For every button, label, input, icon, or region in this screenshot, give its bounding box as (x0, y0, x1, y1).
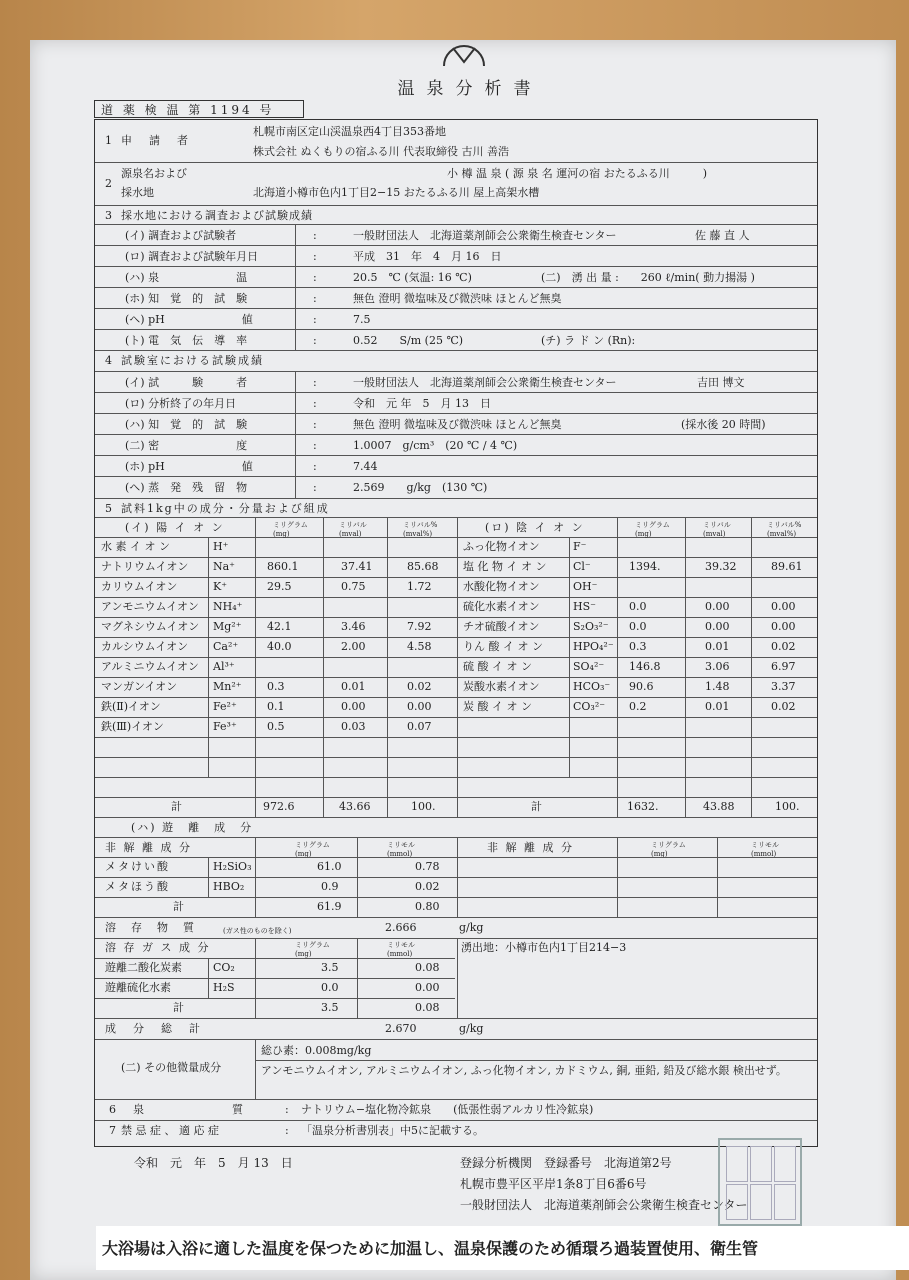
sec7-num: 7 (109, 1124, 116, 1137)
anion-pct: 0.00 (771, 620, 796, 633)
sec4-row3-extra: (採水後 20 時間) (681, 418, 766, 431)
gas-mg: 3.5 (321, 961, 339, 974)
anion-name: 炭酸水素イオン (463, 680, 540, 693)
sec6-label: 泉 質 (133, 1103, 243, 1116)
agency-name: 一般財団法人 北海道薬剤師会公衆衛生検査センター (460, 1198, 748, 1212)
nondiss-right-title: 非 解 離 成 分 (487, 841, 574, 854)
nondiss-unit-mg-sub: (mg) (295, 850, 312, 858)
trace-label: (二) その他微量成分 (121, 1061, 222, 1074)
gas-unit-mmol: ミリモル (387, 941, 415, 949)
sec1-label: 申 請 者 (121, 134, 191, 147)
cation-mg: 0.5 (267, 720, 285, 733)
cation-formula: Fe³⁺ (213, 720, 237, 733)
nondiss-right-unit-mmol-sub: (mmol) (751, 850, 777, 858)
sec4-row6-label: (ヘ) 蒸 発 残 留 物 (125, 481, 248, 494)
sec3-row2-sep: : (313, 250, 320, 263)
anion-total-pct: 100. (775, 800, 800, 813)
anion-name: 水酸化物イオン (463, 580, 540, 593)
registration-number: 道 薬 検 温 第 1194 号 (94, 100, 304, 118)
spring-out-location: 湧出地：小樽市色内1丁目214−3 (461, 941, 627, 954)
anion-unit-mval: ミリバル (703, 521, 731, 529)
nondiss-mg: 0.9 (321, 880, 339, 893)
nondiss-name: メタけい酸 (105, 860, 170, 873)
anion-mg: 0.3 (629, 640, 647, 653)
nondiss-total-mg: 61.9 (317, 900, 342, 913)
cation-pct: 4.58 (407, 640, 432, 653)
anion-total-mval: 43.88 (703, 800, 735, 813)
nondiss-unit-mg: ミリグラム (295, 841, 330, 849)
anion-mval: 0.01 (705, 700, 730, 713)
anion-name: 硫 酸 イ オ ン (463, 660, 532, 673)
gas-mmol: 0.08 (415, 961, 440, 974)
anion-formula: HPO₄²⁻ (573, 640, 614, 653)
nondiss-mmol: 0.02 (415, 880, 440, 893)
cation-mg: 40.0 (267, 640, 292, 653)
anion-name: りん 酸 イ オ ン (463, 640, 543, 653)
sec4-row1-sep: : (313, 376, 320, 389)
cation-total-mg: 972.6 (263, 800, 295, 813)
anion-formula: HS⁻ (573, 600, 596, 613)
sec4-title: 試験室における試験成績 (121, 354, 264, 367)
cation-formula: Al³⁺ (213, 660, 235, 673)
free-title: (ハ) 遊 離 成 分 (131, 821, 254, 834)
sec4-row4-value: 1.0007 g/cm³ (20 ℃ / 4 ℃) (353, 439, 518, 452)
sec3-row1-label: (イ) 調査および試験者 (125, 229, 237, 242)
nondiss-total-mmol: 0.80 (415, 900, 440, 913)
anion-mval: 3.06 (705, 660, 730, 673)
cation-formula: Na⁺ (213, 560, 235, 573)
anion-name: ふっ化物イオン (463, 540, 540, 553)
dissolved-note: (ガス性のものを除く) (223, 927, 292, 935)
notice-banner: 大浴場は入浴に適した温度を保つために加温し、温泉保護のため循環ろ過装置使用、衛生管 (96, 1226, 909, 1270)
nondiss-unit-mmol: ミリモル (387, 841, 415, 849)
cation-mg: 0.1 (267, 700, 285, 713)
anion-formula: HCO₃⁻ (573, 680, 611, 693)
cation-mval: 0.01 (341, 680, 366, 693)
agency-address: 札幌市豊平区平岸1条8丁目6番6号 (460, 1177, 647, 1191)
sec3-title: 採水地における調査および試験成績 (121, 209, 313, 222)
sec4-row2-value: 令和 元 年 5 月 13 日 (353, 397, 491, 410)
cation-name: 鉄(Ⅲ)イオン (101, 720, 164, 733)
gas-mg: 0.0 (321, 981, 339, 994)
cation-formula: Mn²⁺ (213, 680, 242, 693)
sec4-row5-sep: : (313, 460, 320, 473)
sec3-row6-label: (ト) 電 気 伝 導 率 (125, 334, 248, 347)
nondiss-right-unit-mmol: ミリモル (751, 841, 779, 849)
dissolved-value: 2.666 (385, 921, 417, 934)
sec3-row2-value: 平成 31 年 4 月 16 日 (353, 250, 502, 263)
emblem-icon (441, 40, 487, 66)
cation-pct: 7.92 (407, 620, 432, 633)
anion-total-label: 計 (531, 800, 542, 813)
anion-name: 硫化水素イオン (463, 600, 540, 613)
nondiss-formula: HBO₂ (213, 880, 245, 893)
source-name: 小 樽 温 泉 ( 源 泉 名 運河の宿 おたるふる川 ) (447, 167, 708, 180)
sec6-num: 6 (109, 1103, 116, 1116)
sec4-row5-label: (ホ) pH 値 (125, 460, 253, 473)
sec3-row6-extra: (チ) ラ ド ン (Rn): (541, 334, 636, 347)
nondiss-name: メタほう酸 (105, 880, 170, 893)
cation-name: カルシウムイオン (101, 640, 189, 653)
sec4-row1-extra: 吉田 博文 (697, 376, 745, 389)
nondiss-title: 非 解 離 成 分 (105, 841, 192, 854)
cation-unit-mval-sub: (mval) (339, 530, 362, 538)
anion-unit-mg-sub: (mg) (635, 530, 652, 538)
agency-registration: 登録分析機関 登録番号 北海道第2号 (460, 1156, 672, 1170)
cation-pct: 1.72 (407, 580, 432, 593)
anion-mg: 1394. (629, 560, 661, 573)
cation-unit-mg: ミリグラム (273, 521, 308, 529)
nondiss-mg: 61.0 (317, 860, 342, 873)
sec4-row5-value: 7.44 (353, 460, 378, 473)
anion-mg: 0.0 (629, 600, 647, 613)
sec5-title: 試料1kg中の成分・分量および組成 (121, 502, 330, 515)
cation-name: マンガンイオン (101, 680, 178, 693)
cation-name: 水 素 イ オ ン (101, 540, 170, 553)
anion-mval: 0.01 (705, 640, 730, 653)
applicant-company: 株式会社 ぬくもりの宿ふる川 代表取締役 古川 善浩 (253, 145, 509, 158)
sec7-label: 禁 忌 症 、 適 応 症 (121, 1124, 219, 1137)
spring-quality: ナトリウム−塩化物冷鉱泉 (低張性弱アルカリ性冷鉱泉) (301, 1103, 594, 1116)
anion-name: 塩 化 物 イ オ ン (463, 560, 547, 573)
sec2-label1: 源泉名および (121, 167, 187, 180)
sec3-row1-sep: : (313, 229, 320, 242)
cation-pct: 85.68 (407, 560, 439, 573)
sec3-row1-value: 一般財団法人 北海道薬剤師会公衆衛生検査センター (353, 229, 617, 242)
cation-name: アンモニウムイオン (101, 600, 199, 613)
anion-formula: CO₃²⁻ (573, 700, 606, 713)
gas-unit-mg-sub: (mg) (295, 950, 312, 958)
cation-formula: Mg²⁺ (213, 620, 242, 633)
sec4-row6-sep: : (313, 481, 320, 494)
trace-not-detected: アンモニウムイオン, アルミニウムイオン, ふっ化物イオン, カドミウム, 銅, 亜鉛, 鉛及び総水銀 検出せず。 (261, 1064, 787, 1077)
total-unit: g/kg (459, 1022, 484, 1035)
anion-pct: 0.00 (771, 600, 796, 613)
anion-pct: 89.61 (771, 560, 803, 573)
dissolved-label: 溶 存 物 質 (105, 921, 196, 934)
sec4-row2-sep: : (313, 397, 320, 410)
cation-mg: 860.1 (267, 560, 299, 573)
sec3-row3-extra: (二) 湧 出 量 : 260 ℓ/min( 動力揚湯 ) (541, 271, 755, 284)
anion-formula: F⁻ (573, 540, 587, 553)
cation-name: ナトリウムイオン (101, 560, 189, 573)
anion-unit-mg: ミリグラム (635, 521, 670, 529)
gas-total-mmol: 0.08 (415, 1001, 440, 1014)
cation-mg: 42.1 (267, 620, 292, 633)
sec5-num: 5 (105, 502, 112, 515)
anion-unit-pct: ミリバル% (767, 521, 802, 529)
sec4-row2-label: (ロ) 分析終了の年月日 (125, 397, 237, 410)
sec3-row4-value: 無色 澄明 微塩味及び微渋味 ほとんど無臭 (353, 292, 562, 305)
sec3-row6-sep: : (313, 334, 320, 347)
issue-date: 令和 元 年 5 月 13 日 (134, 1156, 293, 1170)
gas-formula: H₂S (213, 981, 235, 994)
cation-mval: 0.75 (341, 580, 366, 593)
sec2-num: 2 (105, 177, 112, 190)
cation-pct: 0.07 (407, 720, 432, 733)
anion-pct: 6.97 (771, 660, 796, 673)
anion-mg: 0.0 (629, 620, 647, 633)
gas-total-label: 計 (173, 1001, 184, 1014)
anion-mval: 1.48 (705, 680, 730, 693)
anion-formula: Cl⁻ (573, 560, 591, 573)
gas-mmol: 0.00 (415, 981, 440, 994)
indications: 「温泉分析書別表」中5に記載する。 (301, 1124, 484, 1137)
sec3-num: 3 (105, 209, 112, 222)
sec3-row5-sep: : (313, 313, 320, 326)
dissolved-unit: g/kg (459, 921, 484, 934)
cation-total-mval: 43.66 (339, 800, 371, 813)
cation-mval: 3.46 (341, 620, 366, 633)
anion-name: 炭 酸 イ オ ン (463, 700, 532, 713)
sec3-row4-sep: : (313, 292, 320, 305)
cation-formula: Fe²⁺ (213, 700, 237, 713)
anion-formula: OH⁻ (573, 580, 598, 593)
anion-pct: 0.02 (771, 700, 796, 713)
anion-mval: 39.32 (705, 560, 737, 573)
sec3-row6-value: 0.52 S/m (25 ℃) (353, 334, 464, 347)
cation-formula: NH₄⁺ (213, 600, 243, 613)
cation-pct: 0.00 (407, 700, 432, 713)
sec2-label2: 採水地 (121, 186, 154, 199)
anion-formula: SO₄²⁻ (573, 660, 605, 673)
cation-total-label: 計 (171, 800, 182, 813)
cation-name: アルミニウムイオン (101, 660, 199, 673)
sec3-row2-label: (ロ) 調査および試験年月日 (125, 250, 259, 263)
sec3-row5-value: 7.5 (353, 313, 371, 326)
sec3-row3-label: (ハ) 泉 温 (125, 271, 248, 284)
anion-mval: 0.00 (705, 620, 730, 633)
gas-title: 溶 存 ガ ス 成 分 (105, 941, 211, 954)
cation-unit-mval: ミリバル (339, 521, 367, 529)
cation-unit-mg-sub: (mg) (273, 530, 290, 538)
anion-mval: 0.00 (705, 600, 730, 613)
sec1-num: 1 (105, 134, 112, 147)
cation-name: 鉄(Ⅱ)イオン (101, 700, 161, 713)
anion-name: チオ硫酸イオン (463, 620, 540, 633)
gas-total-mg: 3.5 (321, 1001, 339, 1014)
gas-formula: CO₂ (213, 961, 235, 974)
sec3-row3-sep: : (313, 271, 320, 284)
cation-total-pct: 100. (411, 800, 436, 813)
nondiss-unit-mmol-sub: (mmol) (387, 850, 413, 858)
sec3-row4-label: (ホ) 知 覚 的 試 験 (125, 292, 248, 305)
anion-pct: 3.37 (771, 680, 796, 693)
gas-unit-mg: ミリグラム (295, 941, 330, 949)
sec3-row5-label: (ヘ) pH 値 (125, 313, 253, 326)
cation-unit-pct: ミリバル% (403, 521, 438, 529)
cation-unit-pct-sub: (mval%) (403, 530, 433, 538)
cation-mg: 0.3 (267, 680, 285, 693)
sec4-row1-label: (イ) 試 験 者 (125, 376, 248, 389)
sec4-num: 4 (105, 354, 112, 367)
sec4-row1-value: 一般財団法人 北海道薬剤師会公衆衛生検査センター (353, 376, 617, 389)
sec6-sep: : (285, 1103, 289, 1116)
cation-title: (イ) 陽 イ オ ン (125, 521, 225, 534)
sec4-row3-sep: : (313, 418, 320, 431)
anion-mg: 0.2 (629, 700, 647, 713)
total-value: 2.670 (385, 1022, 417, 1035)
anion-mg: 90.6 (629, 680, 654, 693)
nondiss-right-unit-mg-sub: (mg) (651, 850, 668, 858)
sampling-location: 北海道小樽市色内1丁目2−15 おたるふる川 屋上高架水槽 (253, 186, 540, 199)
cation-name: カリウムイオン (101, 580, 178, 593)
sec4-row3-value: 無色 澄明 微塩味及び微渋味 ほとんど無臭 (353, 418, 562, 431)
applicant-address: 札幌市南区定山渓温泉西4丁目353番地 (253, 125, 446, 138)
cation-mval: 0.00 (341, 700, 366, 713)
official-seal-stamp (718, 1138, 802, 1226)
cation-pct: 0.02 (407, 680, 432, 693)
cation-name: マグネシウムイオン (101, 620, 200, 633)
anion-formula: S₂O₃²⁻ (573, 620, 609, 633)
sec4-row4-label: (二) 密 度 (125, 439, 248, 452)
cation-mval: 2.00 (341, 640, 366, 653)
cation-formula: K⁺ (213, 580, 228, 593)
cation-mval: 37.41 (341, 560, 373, 573)
cation-formula: Ca²⁺ (213, 640, 239, 653)
sec4-row3-label: (ハ) 知 覚 的 試 験 (125, 418, 248, 431)
nondiss-formula: H₂SiO₃ (213, 860, 252, 873)
nondiss-mmol: 0.78 (415, 860, 440, 873)
sec7-sep: : (285, 1124, 289, 1137)
cation-mval: 0.03 (341, 720, 366, 733)
anion-total-mg: 1632. (627, 800, 659, 813)
sec4-row6-value: 2.569 g/kg (130 ℃) (353, 481, 488, 494)
anion-unit-mval-sub: (mval) (703, 530, 726, 538)
gas-name: 遊離二酸化炭素 (105, 961, 182, 974)
trace-arsenic: 総ひ素：0.008mg/kg (261, 1044, 372, 1057)
anion-mg: 146.8 (629, 660, 661, 673)
sec4-row4-sep: : (313, 439, 320, 452)
sec3-row1-extra: 佐 藤 直 人 (695, 229, 750, 242)
anion-unit-pct-sub: (mval%) (767, 530, 797, 538)
anion-title: (ロ) 陰 イ オ ン (485, 521, 585, 534)
cation-mg: 29.5 (267, 580, 292, 593)
document-title: 温泉分析書 (397, 79, 543, 99)
sec3-row3-value: 20.5 ℃ (気温: 16 ℃) (353, 271, 472, 284)
analysis-table (94, 119, 818, 1147)
cation-formula: H⁺ (213, 540, 229, 553)
nondiss-right-unit-mg: ミリグラム (651, 841, 686, 849)
gas-unit-mmol-sub: (mmol) (387, 950, 413, 958)
anion-pct: 0.02 (771, 640, 796, 653)
nondiss-total-label: 計 (173, 900, 184, 913)
total-label: 成 分 総 計 (105, 1022, 203, 1035)
gas-name: 遊離硫化水素 (105, 981, 171, 994)
